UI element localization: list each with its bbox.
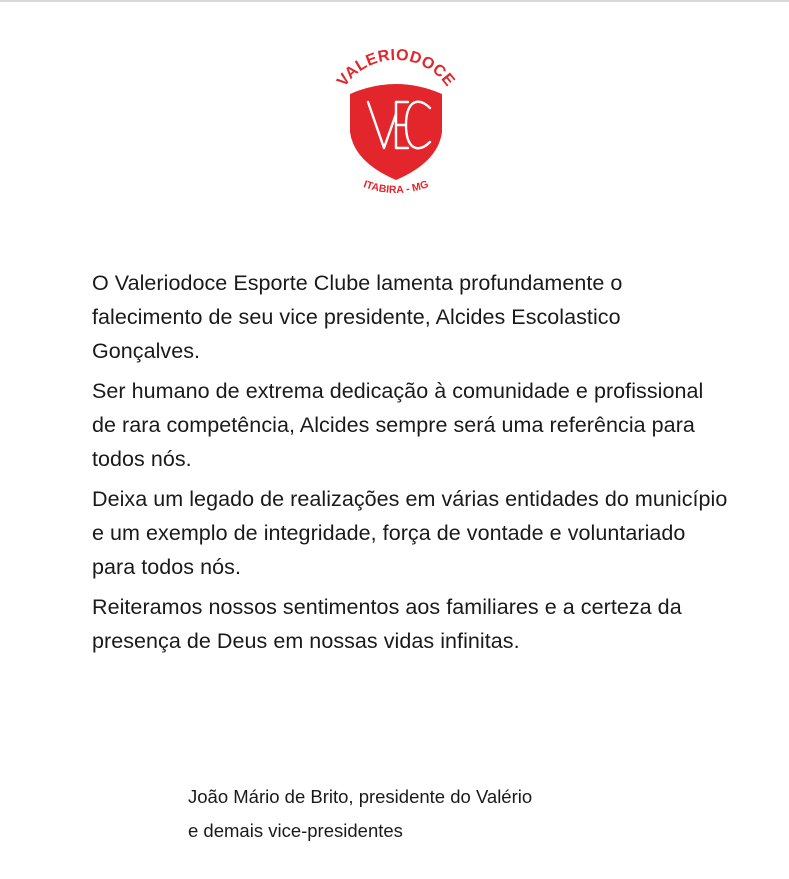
- statement-body: [92, 266, 732, 664]
- signature-block: [188, 780, 688, 848]
- paragraph-condolence: O Valeriodoce Esporte Clube lamenta profundamente o falecimento de seu vice presidente, Alcides Escolastico Gonçalves.: [92, 271, 623, 363]
- logo-name-text: VALERIODOCE: [334, 46, 458, 90]
- signature-line-name: João Mário de Brito, presidente do Valério: [188, 786, 533, 807]
- signature-line-title: e demais vice-presidentes: [188, 820, 403, 841]
- paragraph-sentiments: Reiteramos nossos sentimentos aos familiares e a certeza da presença de Deus em nossas vidas infinitas.: [92, 595, 682, 653]
- paragraph-dedication: Ser humano de extrema dedicação à comunidade e profissional de rara competência, Alcides sempre será uma referência para todos nós.: [92, 379, 704, 471]
- logo-location-text: ITABIRA - MG: [361, 178, 431, 197]
- club-logo: [326, 44, 466, 204]
- top-divider: [0, 0, 789, 2]
- paragraph-legacy: Deixa um legado de realizações em várias entidades do município e um exemplo de integridade, força de vontade e voluntariado para todos nós.: [92, 487, 728, 579]
